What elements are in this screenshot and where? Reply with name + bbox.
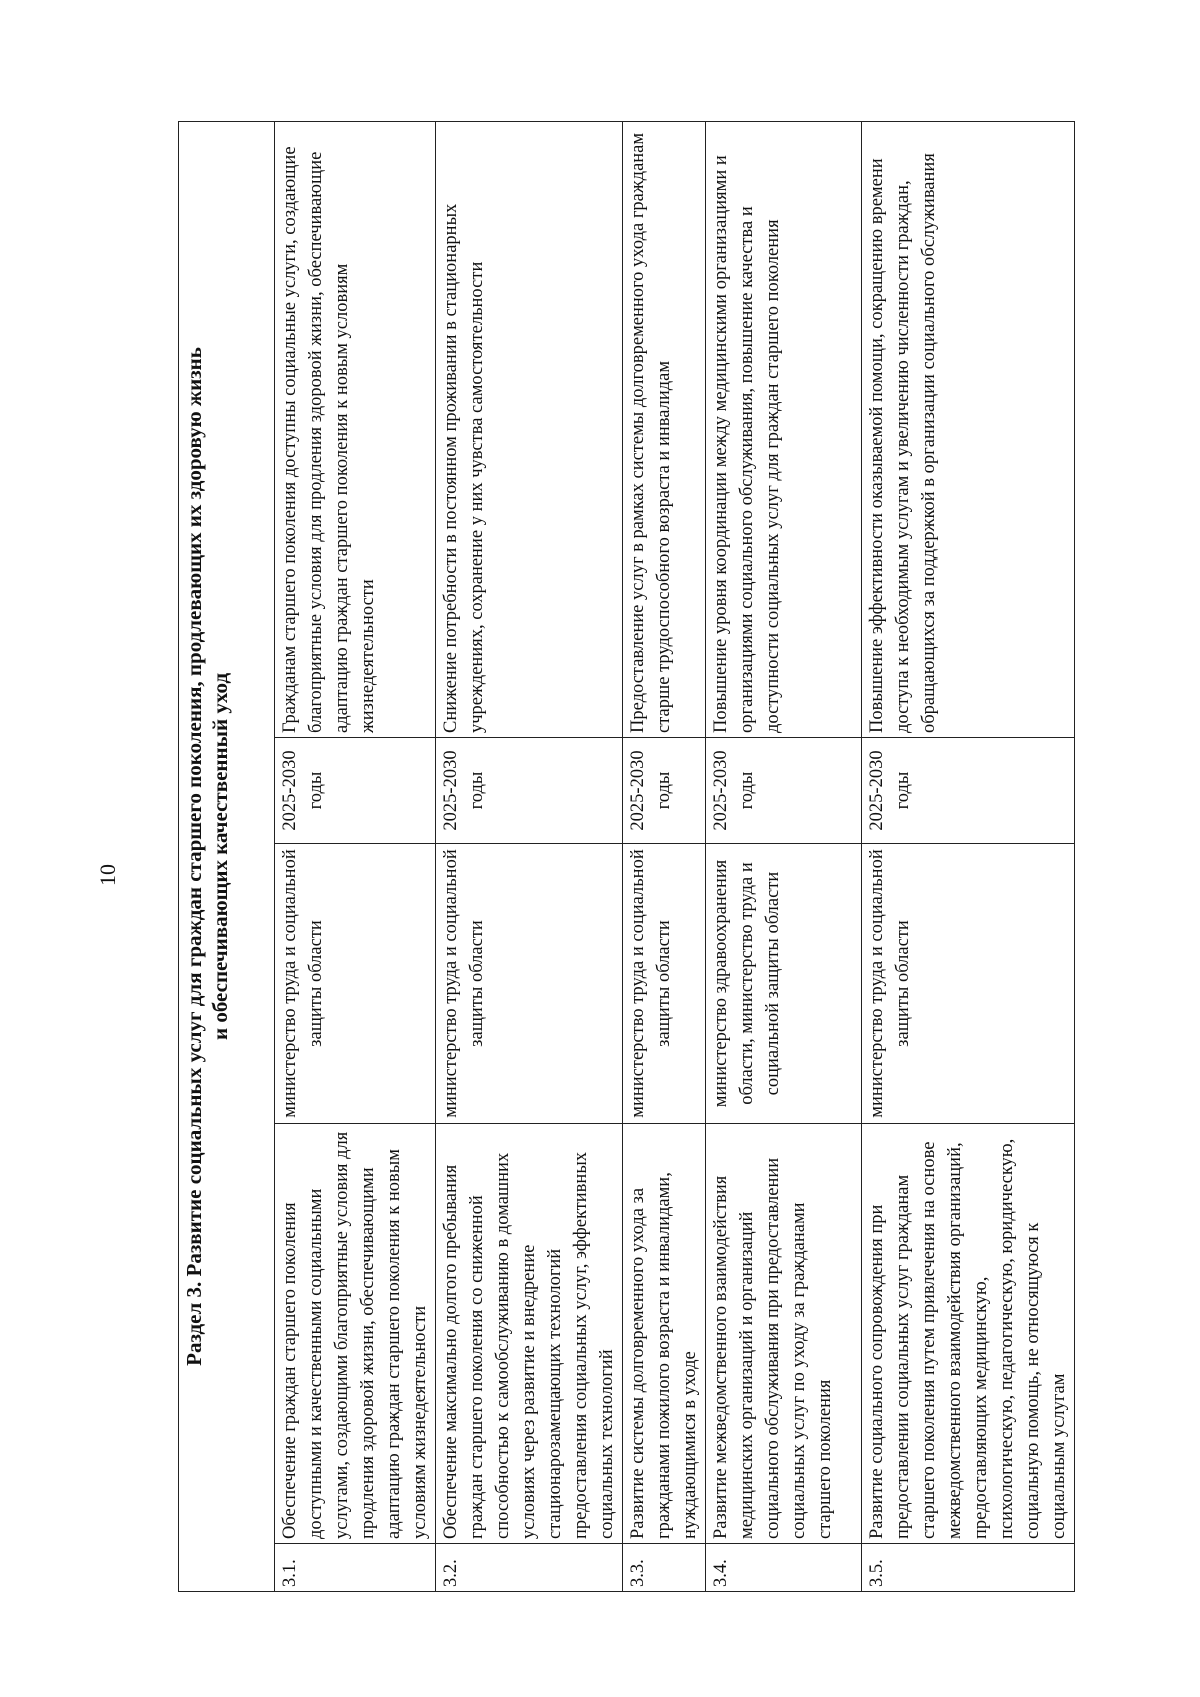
result-cell: Предоставление услуг в рамках системы долговременного ухода гражданам старше трудоспособного возраста и инвалидам [623,121,706,737]
table-row [436,121,623,1591]
result-cell: Повышение уровня координации между медицинскими организациями и организациями социального обслуживания, повышение качества и доступности социальных услуг для граждан старшего поколения [706,121,862,737]
row-number: 3.1. [275,1544,436,1592]
rotated-table-wrapper [178,122,1069,1592]
task-cell: Развитие системы долговременного ухода за гражданами пожилого возраста и инвалидами, нуждающимися в уходе [623,1124,706,1544]
section-title [179,121,275,1591]
row-number: 3.2. [436,1544,623,1592]
executor-cell: министерство труда и социальной защиты области [275,844,436,1124]
task-cell: Развитие межведомственного взаимодействия медицинских организаций и организаций социального обслуживания при предоставлении социальных услуг по уходу за гражданами старшего поколения [706,1124,862,1544]
row-number: 3.4. [706,1544,862,1592]
table-row [706,121,862,1591]
term-cell: 2025-2030 годы [862,738,1075,844]
term-cell: 2025-2030 годы [275,738,436,844]
result-cell: Гражданам старшего поколения доступны социальные услуги, создающие благоприятные условия для продления здоровой жизни, обеспечивающие адаптацию граждан старшего поколения к новым условиям жизнедеятельности [275,121,436,737]
row-number: 3.3. [623,1544,706,1592]
executor-cell: министерство здравоохранения области, министерство труда и социальной защиты области [706,844,862,1124]
table-row [275,121,436,1591]
section-title-line-1: Раздел 3. Развитие социальных услуг для граждан старшего поколения, продлевающих их здоровую жизнь [182,347,206,1366]
table-row [623,121,706,1591]
executor-cell: министерство труда и социальной защиты области [862,844,1075,1124]
result-cell: Повышение эффективности оказываемой помощи, сокращению времени доступа к необходимым услугам и увеличению численности граждан, обращающихся за поддержкой в организации социального обслуживания [862,121,1075,737]
section-title-line-2: и обеспечивающих качественный уход [208,672,232,1041]
task-cell: Обеспечение граждан старшего поколения доступными и качественными социальными услугами, создающими благоприятные условия для продления здоровой жизни, обеспечивающими адаптацию граждан старшего поколения к новым условиям жизнедеятельности [275,1124,436,1544]
term-cell: 2025-2030 годы [706,738,862,844]
result-cell: Снижение потребности в постоянном проживании в стационарных учреждениях, сохранение у них чувства самостоятельности [436,121,623,737]
term-cell: 2025-2030 годы [623,738,706,844]
section-header-row [179,121,275,1591]
task-cell: Обеспечение максимально долгого пребывания граждан старшего поколения со сниженной способностью к самообслуживанию в домашних условиях через развитие и внедрение стационарозамещающих технологий предоставления социальных услуг, эффективных социальных технологий [436,1124,623,1544]
page-number: 10 [95,864,120,886]
measures-table [178,121,1075,1592]
executor-cell: министерство труда и социальной защиты области [623,844,706,1124]
task-cell: Развитие социального сопровождения при предоставлении социальных услуг гражданам старшего поколения путем привлечения на основе межведомственного взаимодействия организаций, предоставляющих медицинскую, психологическую, педагогическую, юридическую, социальную помощь, не относящуюся к социальным услугам [862,1124,1075,1544]
term-cell: 2025-2030 годы [436,738,623,844]
row-number: 3.5. [862,1544,1075,1592]
table-row [862,121,1075,1591]
executor-cell: министерство труда и социальной защиты области [436,844,623,1124]
